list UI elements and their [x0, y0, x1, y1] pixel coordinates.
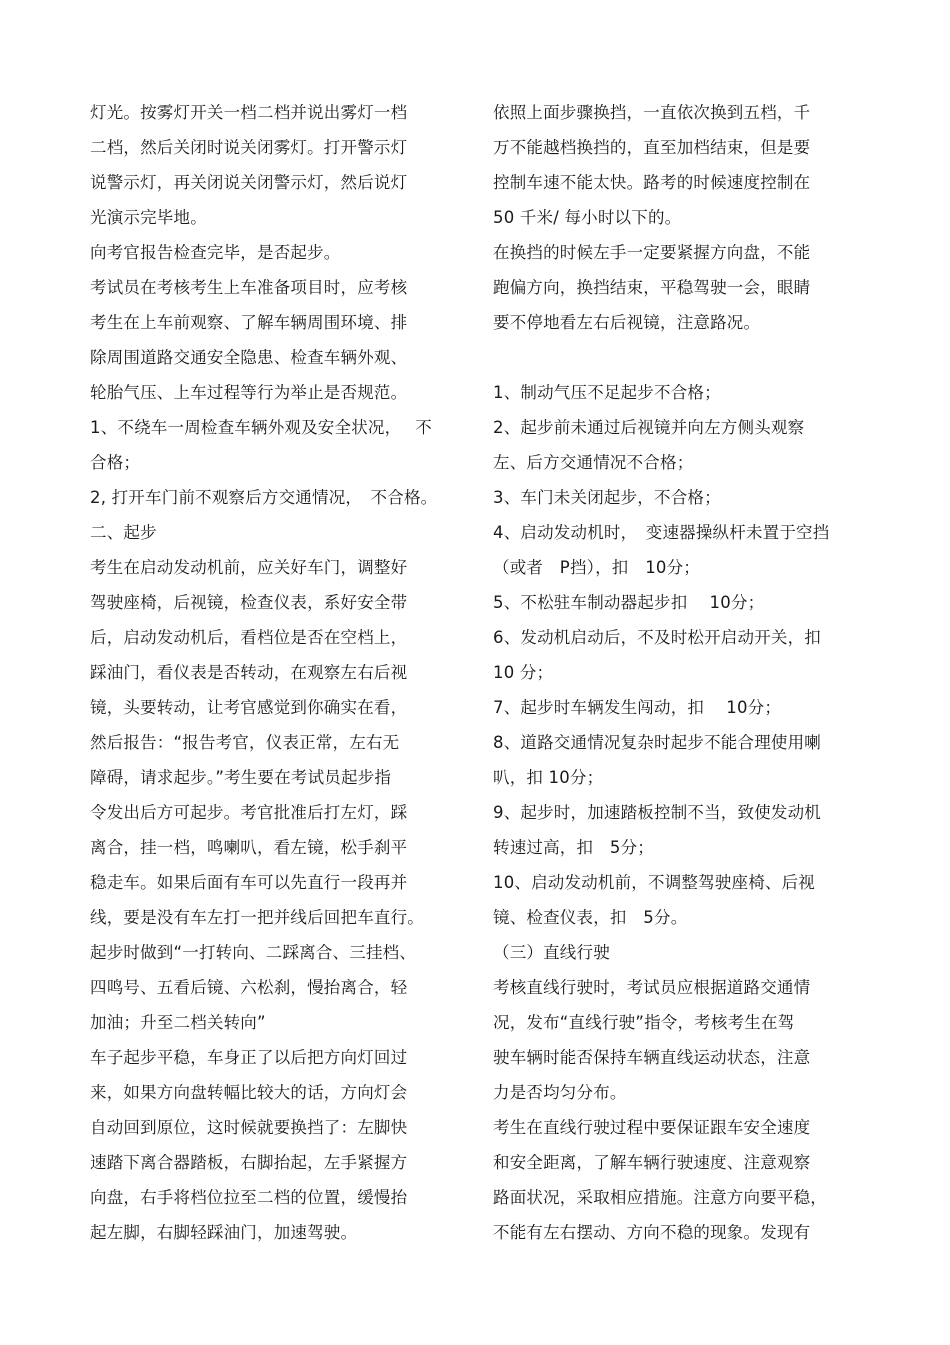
text-line: 万不能越档换挡的，直至加档结束，但是要	[493, 138, 811, 157]
list-item: 2、起步前未通过后视镜并向左方侧头观察	[493, 418, 805, 437]
text-line: 考生在上车前观察、了解车辆周围环境、排	[90, 313, 408, 332]
text-line: 来，如果方向盘转幅比较大的话，方向灯会	[90, 1083, 408, 1102]
text-line: 自动回到原位，这时候就要换挡了：左脚快	[90, 1118, 408, 1137]
text-line: 在换挡的时候左手一定要紧握方向盘，不能	[493, 243, 811, 262]
text-line: 不能有左右摆动、方向不稳的现象。发现有	[493, 1223, 811, 1242]
text-line: 踩油门，看仪表是否转动，在观察左右后视	[90, 663, 408, 682]
text-line: 和安全距离，了解车辆行驶速度、注意观察	[493, 1153, 811, 1172]
right-column	[493, 95, 855, 1250]
list-item: 6、发动机启动后，不及时松开启动开关，扣	[493, 628, 821, 647]
text-line: 跑偏方向，换挡结束，平稳驾驶一会，眼睛	[493, 278, 811, 297]
text-line: 10 分；	[493, 663, 554, 682]
text-line: 车子起步平稳，车身正了以后把方向灯回过	[90, 1048, 408, 1067]
text-line: 控制车速不能太快。路考的时候速度控制在	[493, 173, 811, 192]
text-line: 转速过高，扣 5分；	[493, 838, 654, 857]
text-line: 左、后方交通情况不合格；	[493, 453, 694, 472]
text-line: 镜，头要转动，让考官感觉到你确实在看，	[90, 698, 408, 717]
text-line: 然后报告：“报告考官，仪表正常，左右无	[90, 733, 400, 752]
list-item: 1、制动气压不足起步不合格；	[493, 383, 721, 402]
text-line: 轮胎气压、上车过程等行为举止是否规范。	[90, 383, 408, 402]
text-line: 考试员在考核考生上车准备项目时，应考核	[90, 278, 408, 297]
text-line: 依照上面步骤换挡，一直依次换到五档，千	[493, 103, 811, 122]
list-item: 4、启动发动机时， 变速器操纵杆未置于空挡	[493, 523, 830, 542]
text-line: 起左脚，右脚轻踩油门，加速驾驶。	[90, 1223, 358, 1242]
text-line: 离合，挂一档，鸣喇叭，看左镜，松手刹平	[90, 838, 408, 857]
text-line: 二档，然后关闭时说关闭雾灯。打开警示灯	[90, 138, 408, 157]
text-line: 稳走车。如果后面有车可以先直行一段再并	[90, 873, 408, 892]
section-heading-straight-driving: （三）直线行驶	[493, 943, 610, 962]
list-item: 5、不松驻车制动器起步扣 10分；	[493, 593, 765, 612]
text-line: 镜、检查仪表，扣 5分。	[493, 908, 688, 927]
text-line: 2, 打开车门前不观察后方交通情况， 不合格。	[90, 488, 438, 507]
text-line: 驾驶座椅，后视镜，检查仪表，系好安全带	[90, 593, 408, 612]
text-line: 后，启动发动机后，看档位是否在空档上，	[90, 628, 408, 647]
text-line: 光演示完毕地。	[90, 208, 207, 227]
text-line: 速踏下离合器踏板，右脚抬起，左手紧握方	[90, 1153, 408, 1172]
text-line: 向盘，右手将档位拉至二档的位置，缓慢抬	[90, 1188, 408, 1207]
text-line: 50 千米/ 每小时以下的。	[493, 208, 682, 227]
text-line: 说警示灯，再关闭说关闭警示灯，然后说灯	[90, 173, 408, 192]
text-line: （或者 P挡），扣 10分；	[493, 558, 700, 577]
left-column	[90, 95, 460, 1250]
section-heading-start: 二、起步	[90, 523, 157, 542]
list-item: 9、起步时，加速踏板控制不当，致使发动机	[493, 803, 821, 822]
text-line: 合格；	[90, 453, 141, 472]
text-line: 驶车辆时能否保持车辆直线运动状态，注意	[493, 1048, 811, 1067]
text-line: 考核直线行驶时，考试员应根据道路交通情	[493, 978, 811, 997]
text-line: 考生在直线行驶过程中要保证跟车安全速度	[493, 1118, 811, 1137]
text-line: 考生在启动发动机前，应关好车门，调整好	[90, 558, 408, 577]
list-item: 7、起步时车辆发生闯动，扣 10分；	[493, 698, 782, 717]
list-item: 3、车门未关闭起步，不合格；	[493, 488, 721, 507]
text-line: 令发出后方可起步。考官批准后打左灯，踩	[90, 803, 408, 822]
text-line: 要不停地看左右后视镜，注意路况。	[493, 313, 761, 332]
text-line: 1、不绕车一周检查车辆外观及安全状况， 不	[90, 418, 432, 437]
text-line: 叭，扣 10分；	[493, 768, 604, 787]
text-line: 加油；升至二档关转向”	[90, 1013, 266, 1032]
text-line: 线，要是没有车左打一把并线后回把车直行。	[90, 908, 424, 927]
text-line: 起步时做到“一打转向、二踩离合、三挂档、	[90, 943, 417, 962]
text-line: 灯光。按雾灯开关一档二档并说出雾灯一档	[90, 103, 408, 122]
text-line: 障碍，请求起步。”考生要在考试员起步指	[90, 768, 392, 787]
text-line: 路面状况，采取相应措施。注意方向要平稳，	[493, 1188, 827, 1207]
list-item: 10、启动发动机前，不调整驾驶座椅、后视	[493, 873, 815, 892]
paragraph-gap	[493, 340, 855, 375]
text-line: 力是否均匀分布。	[493, 1083, 627, 1102]
text-line: 除周围道路交通安全隐患、检查车辆外观、	[90, 348, 408, 367]
text-line: 四鸣号、五看后镜、六松刹，慢抬离合，轻	[90, 978, 408, 997]
text-line: 向考官报告检查完毕，是否起步。	[90, 243, 341, 262]
list-item: 8、道路交通情况复杂时起步不能合理使用喇	[493, 733, 821, 752]
text-line: 况，发布“直线行驶”指令，考核考生在驾	[493, 1013, 795, 1032]
